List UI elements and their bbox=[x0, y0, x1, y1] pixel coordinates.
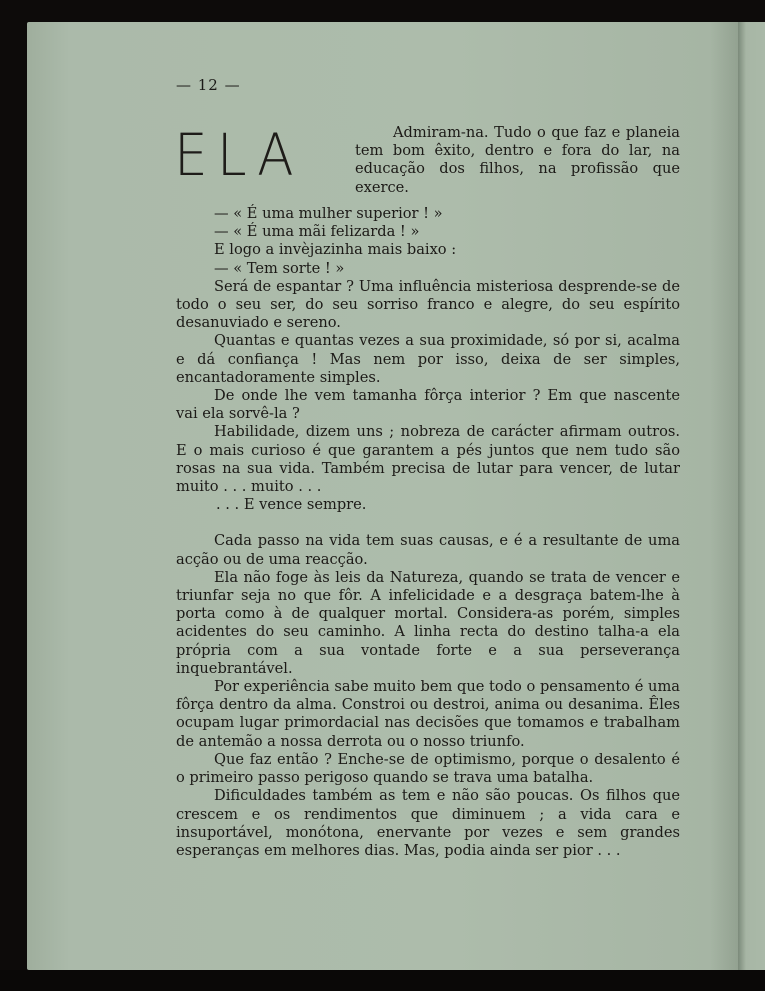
quote-line: — « Tem sorte ! » bbox=[214, 259, 345, 277]
paragraph: Habilidade, dizem uns ; nobreza de carácter afirmam outros. E o mais curioso é que garantem a pés juntos que nem tudo são rosas na sua vida. Também precisa de lutar para vencer, de lutar muito . . . muito . . . bbox=[176, 423, 680, 496]
paragraph: Ela não foge às leis da Natureza, quando se trata de vencer e triunfar seja no que fôr. A infelicidade e a desgraça batem-lhe à porta como à de qualquer mortal. Considera-as porém, simples acidentes do seu caminho. A linha recta do destino talha-a ela própria com a sua vontade forte e a sua perseverança inquebrantável. bbox=[176, 568, 680, 677]
paragraph: De onde lhe vem tamanha fôrça interior ? Em que nascente vai ela sorvê-la ? bbox=[176, 387, 680, 423]
quote-line: — « É uma mulher superior ! » bbox=[214, 205, 443, 222]
chapter-title: ELA bbox=[174, 121, 303, 189]
page-number: — 12 — bbox=[176, 76, 241, 94]
paragraph: Cada passo na vida tem suas causas, e é a resultante de uma acção ou de uma reacção. bbox=[176, 532, 680, 568]
quote-line: — « É uma mãi felizarda ! » bbox=[214, 223, 420, 241]
body-text bbox=[176, 205, 680, 860]
paragraph: Por experiência sabe muito bem que todo o pensamento é uma fôrça dentro da alma. Constroi ou destroi, anima ou desanima. Êles ocupam lugar primordacial nas decisões que tomamos e trabalham de antemão a nossa derrota ou o nosso triunfo. bbox=[176, 678, 680, 750]
scan-border bbox=[0, 970, 765, 991]
paragraph: Que faz então ? Enche-se de optimismo, porque o desalento é o primeiro passo perigoso quando se trava uma batalha. bbox=[176, 750, 680, 787]
paragraph: Dificuldades também as tem e não são poucas. Os filhos que crescem e os rendimentos que diminuem ; a vida cara e insuportável, monótona, enervante por vezes e sem grandes esperanças em melhores dias. Mas, podia ainda ser pior . . . bbox=[176, 787, 680, 859]
intro-text: Admiram-na. Tudo o que faz e planeia tem bom êxito, dentro e fora do lar, na educação dos filhos, na profissão que exerce. bbox=[355, 124, 680, 196]
facing-page-edge bbox=[738, 22, 765, 970]
paragraph: Quantas e quantas vezes a sua proximidade, só por si, acalma e dá confiança ! Mas nem por isso, deixa de ser simples, encantadoramente simples. bbox=[176, 332, 680, 386]
intro-paragraph bbox=[355, 124, 680, 197]
section-break bbox=[176, 514, 680, 532]
paragraph: Será de espantar ? Uma influência misteriosa desprende-se de todo o seu ser, do seu sorriso franco e alegre, do seu espírito desanuviado e sereno. bbox=[176, 277, 680, 332]
paragraph: . . . E vence sempre. bbox=[216, 496, 367, 514]
paragraph: E logo a invèjazinha mais baixo : bbox=[214, 241, 457, 259]
